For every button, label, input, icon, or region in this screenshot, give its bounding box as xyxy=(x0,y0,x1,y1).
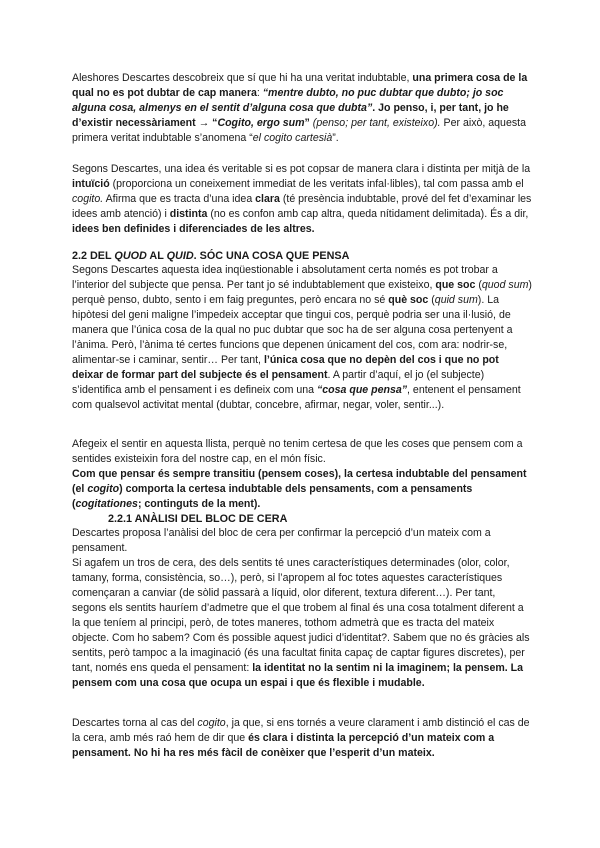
bold-text: ; continguts de la ment). xyxy=(137,498,261,510)
text-run: Si agafem un tros de cera, des dels sentits té unes característiques determinades (olor, color, tamany, forma, consistència, so…), però, si l’apropem al foc totes aquestes característiques començaran a canviar (de sòlid passarà a líquid, olor diferent, textura diferent…). Per tant, segons els sentits hauríem d’admetre que el que trobem al final és una cosa totalment diferent a la que teníem al principi, però, de totes maneres, tothom admetrà que es tracta del mateix objecte. Com ho sabem? Com és possible aquest judici d’identitat?. Sabem que no és gràcies als sentits, però tampoc a la imaginació (és una facultat finita capaç de captar figures discretes), per tant, només ens queda el pensament: xyxy=(72,557,530,674)
heading-italic: QUOD xyxy=(114,250,147,262)
bold-text: la identitat no la sentim ni la imaginem; la pensem. La pensem com una cosa que ocupa un espai i que és flexible i mudable. xyxy=(72,662,524,689)
bold-text: és clara i distinta la percepció d’un mateix com a pensament. No hi ha res més fàcil de conèixer que l’esperit d’un mateix. xyxy=(72,732,495,759)
bold-text: que soc xyxy=(435,279,476,291)
quote-text: “cosa que pensa” xyxy=(316,384,408,396)
text-run: Descartes torna al cas del xyxy=(72,717,198,729)
bold-text: . Jo penso, i, per tant, jo he d’existir necessàriament → “ xyxy=(72,102,509,129)
paragraph-intuicio xyxy=(72,162,532,237)
paragraph-bloc-cera xyxy=(72,556,532,691)
text-run: ( xyxy=(428,294,435,306)
heading-text: . SÓC UNA COSA QUE PENSA xyxy=(193,250,350,262)
bold-text: distinta xyxy=(169,208,208,220)
italic-text: (penso; per tant, existeixo). xyxy=(312,117,441,129)
text-run: Per això, aquesta primera veritat indubtable s’anomena “ xyxy=(72,117,526,144)
text-run: ). La hipòtesi del geni maligne l’impedeix acceptar que tingui cos, perquè podria ser una il·lusió, de manera que l’única cosa de la qual no puc dubtar que soc ha de ser alguna cosa pertenyent a l’ànima. Però, l’ànima té certes funcions que depenen únicament del cos, com ara: nodrir-se, alimentar-se i caminar, sentir… Per tant, xyxy=(72,294,513,366)
text-run: ”. xyxy=(332,132,339,144)
heading-text: 2.2 DEL xyxy=(72,250,115,262)
text-run: Afirma que es tracta d’una idea xyxy=(103,193,256,205)
text-run: Afegeix el sentir en aquesta llista, perquè no tenim certesa de que les coses que pensem com a sentides existeixin fora del nostre cap, en el món físic. xyxy=(72,438,523,465)
text-run: . A partir d’aquí, el jo (el subjecte) s’identifica amb el pensament i es defineix com una xyxy=(72,369,485,396)
heading-italic: QUID xyxy=(166,250,194,262)
text-run: (proporciona un coneixement immediat de les veritats infal·libles), tal com passa amb el xyxy=(109,178,524,190)
section-heading xyxy=(72,249,349,264)
bold-text: l’única cosa que no depèn del cos i que no pot deixar de formar part del subjecte és el pensament xyxy=(72,354,499,381)
text-run: (no es confon amb cap altra, queda nítidament delimitada). És a dir, xyxy=(207,208,529,220)
paragraph-transitiu xyxy=(72,467,532,512)
bold-text: idees ben definides i diferenciades de les altres. xyxy=(72,223,315,235)
text-run: ) perquè penso, dubto, sento i em faig preguntes, però encara no sé xyxy=(72,279,532,306)
text-run: ( xyxy=(475,279,482,291)
bold-italic-text: cogitationes xyxy=(75,498,138,510)
bold-text: ” xyxy=(304,117,313,129)
bold-italic-text: cogito xyxy=(87,483,120,495)
subsection-heading: 2.2.1 ANÀLISI DEL BLOC DE CERA xyxy=(108,513,288,525)
italic-text: cogito. xyxy=(72,193,104,205)
bold-text: ) comporta la certesa indubtable dels pensaments, com a pensaments ( xyxy=(72,483,473,510)
bold-text: què soc xyxy=(388,294,429,306)
text-run: : xyxy=(256,87,263,99)
italic-text: el cogito cartesià xyxy=(252,132,333,144)
bold-text: una primera cosa de la qual no es pot dubtar de cap manera xyxy=(72,72,528,99)
text-run: Segons Descartes aquesta idea inqüestionable i absolutament certa només es pot trobar a l’interior del subjecte que pensa. Per tant jo sé indubtablement que existeixo, xyxy=(72,264,498,291)
paragraph-quod-quid xyxy=(72,263,532,413)
paragraph-sentir xyxy=(72,437,532,467)
text-run: Aleshores Descartes descobreix que sí que hi ha una veritat indubtable, xyxy=(72,72,413,84)
bold-text: intuïció xyxy=(72,178,110,190)
paragraph-conclusio xyxy=(72,716,532,761)
bold-text: clara xyxy=(255,193,280,205)
text-run: Segons Descartes, una idea és veritable si es pot copsar de manera clara i distinta per mitjà de la xyxy=(72,163,531,175)
text-run: Descartes proposa l’anàlisi del bloc de cera per confirmar la percepció d’un mateix com a pensament. xyxy=(72,527,491,554)
paragraph-bloc-cera-intro xyxy=(72,526,532,556)
paragraph-cogito xyxy=(72,71,532,146)
text-run: (té presència indubtable, prové del fet d’examinar les idees amb atenció) i xyxy=(72,193,532,220)
italic-text: quid sum xyxy=(434,294,478,306)
cogito-formula: Cogito, ergo sum xyxy=(217,117,305,129)
text-run: , entenent el pensament com qualsevol activitat mental (dubtar, concebre, afirmar, negar, voler, sentir...). xyxy=(72,384,521,411)
heading-text: AL xyxy=(146,250,167,262)
bold-text: Com que pensar és sempre transitiu (pensem coses), la certesa indubtable del pensament (el xyxy=(72,468,527,495)
italic-text: cogito xyxy=(197,717,226,729)
italic-text: quod sum xyxy=(481,279,529,291)
quote-text: “mentre dubto, no puc dubtar que dubto; jo soc alguna cosa, almenys en el sentit d’alguna cosa que dubta” xyxy=(72,87,504,114)
text-run: , ja que, si ens tornés a veure clarament i amb distinció el cas de la cera, amb més raó hem de dir que xyxy=(72,717,530,744)
